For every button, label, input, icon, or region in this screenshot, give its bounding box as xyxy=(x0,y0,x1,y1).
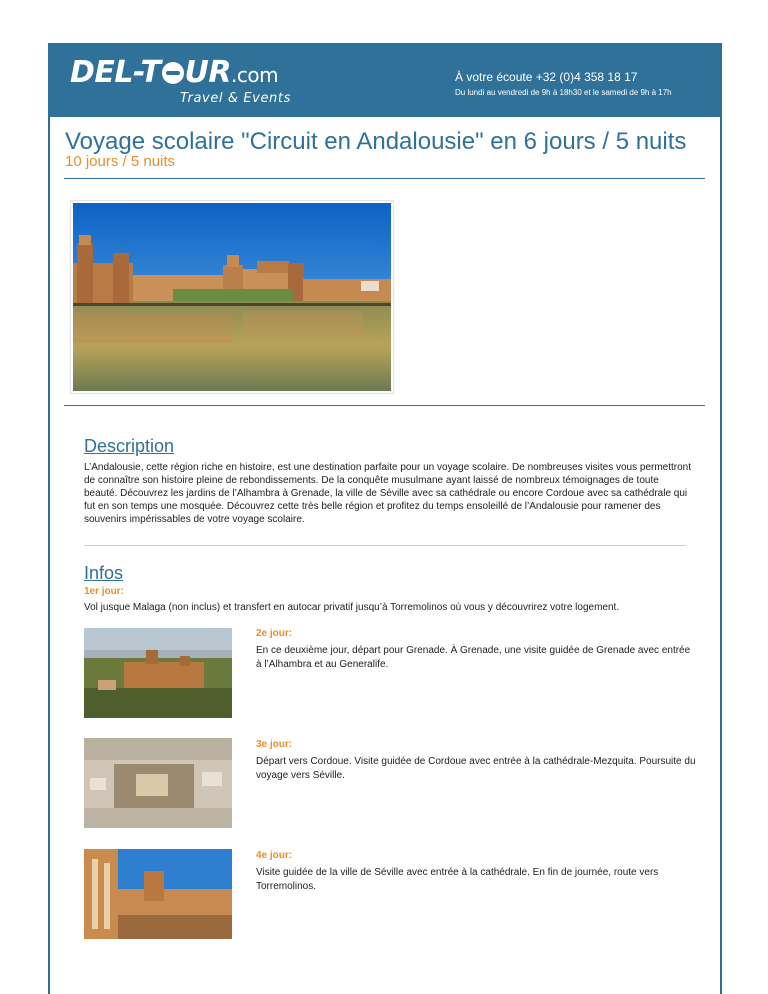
globe-icon xyxy=(162,62,184,84)
logo-tagline: Travel & Events xyxy=(180,91,291,106)
title-divider xyxy=(64,178,705,179)
day-2-title: 2e jour: xyxy=(256,628,293,639)
day-3-title: 3e jour: xyxy=(256,739,293,750)
section-divider xyxy=(84,545,686,546)
day-3-text: Départ vers Cordoue. Visite guidée de Cordoue avec entrée à la cathédrale-Mezquita. Poursuite du voyage vers Séville. xyxy=(256,756,696,781)
logo-text-end: UR xyxy=(184,55,231,90)
logo-text-start: DEL-T xyxy=(70,55,161,90)
image-divider xyxy=(64,405,705,406)
page-frame xyxy=(48,43,722,994)
logo-domain: .com xyxy=(231,63,279,87)
header-banner xyxy=(50,43,720,117)
day-2-text: En ce deuxième jour, départ pour Grenade. À Grenade, une visite guidée de Grenade avec entrée à l’Alhambra et au Generalife. xyxy=(256,645,691,670)
description-text: L’Andalousie, cette région riche en histoire, est une destination parfaite pour un voyage scolaire. De nombreuses visites vous permettront de connaître son histoire pleine de rebondissements. De la conquête musulmane ayant laissé de nombreux témoignages de toute beauté. Découvrez les jardins de l’Alhambra à Grenade, la ville de Séville avec sa cathédrale ou encore Cordoue avec sa cathédrale qui fut en son temps une mosquée. Découvrez cette très belle région et profitez du temps ensoleillé de l’Andalousie pour ramener des souvenirs impérissables de votre voyage scolaire. xyxy=(84,462,692,525)
page-subtitle: 10 jours / 5 nuits xyxy=(65,153,176,170)
day-4-title: 4e jour: xyxy=(256,850,293,861)
cordoue-image xyxy=(84,738,232,828)
description-heading[interactable]: Description xyxy=(84,436,175,456)
day-4-text: Visite guidée de la ville de Séville avec entrée à la cathédrale. En fin de journée, route vers Torremolinos. xyxy=(256,867,659,892)
contact-info xyxy=(455,70,672,97)
day-1-title: 1er jour: xyxy=(84,586,125,597)
contact-hours: Du lundi au vendredi de 9h à 18h30 et le samedi de 9h à 17h xyxy=(455,88,672,97)
alhambra-image xyxy=(84,628,232,718)
hero-image xyxy=(70,200,394,394)
seville-image xyxy=(84,849,232,939)
contact-phone: À votre écoute +32 (0)4 358 18 17 xyxy=(455,70,638,84)
logo[interactable] xyxy=(70,57,291,107)
page-title: Voyage scolaire "Circuit en Andalousie" en 6 jours / 5 nuits xyxy=(65,128,687,155)
day-1-text: Vol jusque Malaga (non inclus) et transfert en autocar privatif jusqu’à Torremolinos où vous y découvrirez votre logement. xyxy=(84,602,620,613)
infos-heading[interactable]: Infos xyxy=(84,563,124,583)
